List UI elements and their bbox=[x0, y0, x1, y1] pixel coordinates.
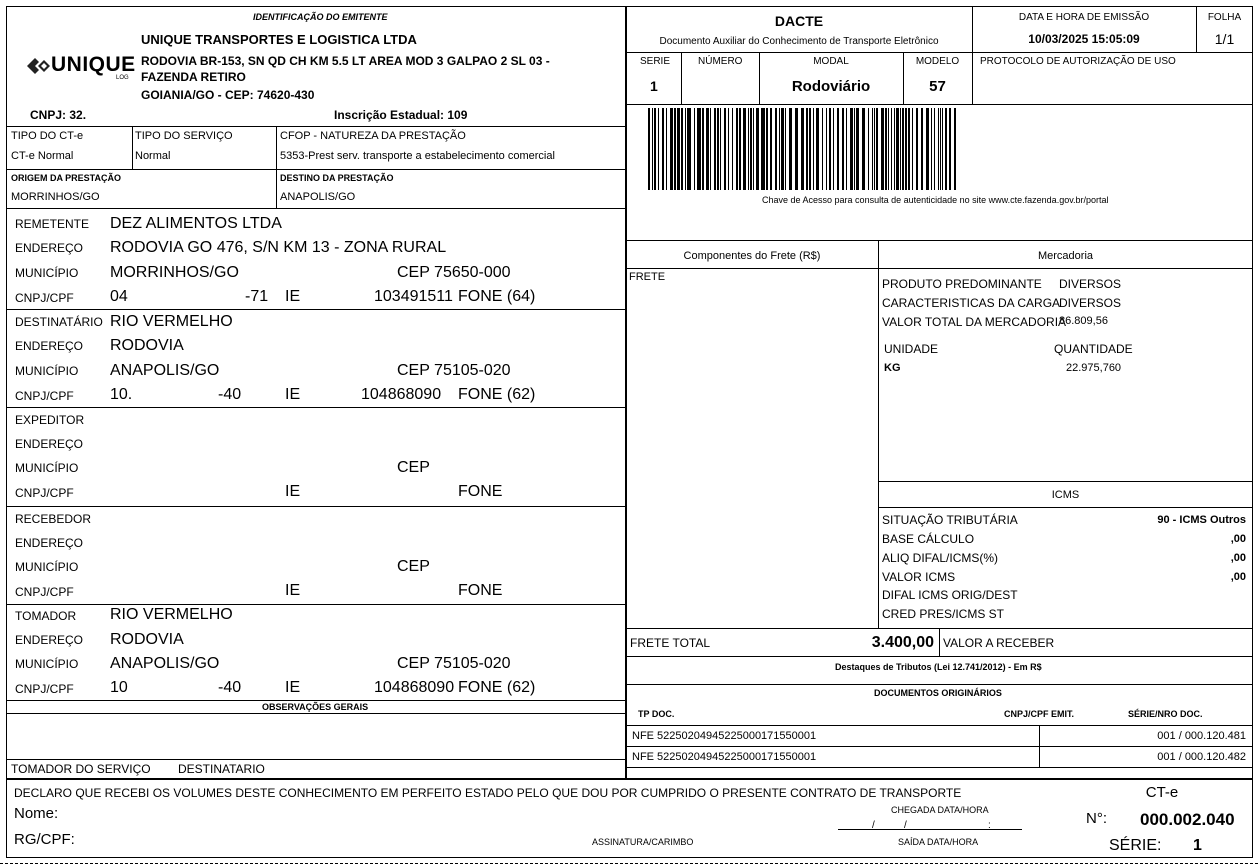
caracteristicas-value: DIVERSOS bbox=[1059, 296, 1122, 310]
barcode-bar bbox=[710, 108, 711, 190]
quantidade-label: QUANTIDADE bbox=[1054, 342, 1133, 356]
tomador-cnpj-start: 10 bbox=[110, 679, 128, 696]
produto-label: PRODUTO PREDOMINANTE bbox=[882, 277, 1042, 291]
barcode-bar bbox=[885, 108, 887, 190]
icms-valor-value: ,00 bbox=[1230, 571, 1246, 583]
barcode-bar bbox=[826, 108, 827, 190]
modelo-label: MODELO bbox=[915, 56, 960, 67]
barcode-bar bbox=[833, 108, 834, 190]
remetente-endereco-label: ENDEREÇO bbox=[15, 241, 84, 255]
unidade-label: UNIDADE bbox=[884, 342, 939, 356]
barcode-bar bbox=[954, 108, 956, 190]
cut-line bbox=[0, 863, 1258, 864]
cfop-value: 5353-Prest serv. transporte a estabelecimento comercial bbox=[280, 150, 555, 162]
expeditor-label: EXPEDITOR bbox=[15, 413, 85, 427]
destinatario-endereco-label: ENDEREÇO bbox=[15, 339, 84, 353]
tomador-servico-value: DESTINATARIO bbox=[178, 762, 265, 776]
icms-aliq-value: ,00 bbox=[1230, 552, 1246, 564]
documentos-title: DOCUMENTOS ORIGINÁRIOS bbox=[874, 688, 1002, 698]
expeditor-endereco-label: ENDEREÇO bbox=[15, 437, 84, 451]
barcode-bar bbox=[785, 108, 786, 190]
quantidade-value: 22.975,760 bbox=[1066, 362, 1122, 374]
barcode-bar bbox=[670, 108, 673, 190]
serie-label: SERIE bbox=[640, 56, 671, 67]
remetente-fone: FONE (64) bbox=[458, 288, 536, 305]
remetente-name: DEZ ALIMENTOS LTDA bbox=[110, 215, 282, 232]
tomador-cnpj-label: CNPJ/CPF bbox=[15, 682, 74, 696]
emitter-address-2: FAZENDA RETIRO bbox=[141, 70, 246, 84]
expeditor-cep-label: CEP bbox=[397, 459, 430, 476]
cfop-label: CFOP - NATUREZA DA PRESTAÇÃO bbox=[280, 130, 466, 142]
barcode-bar bbox=[648, 108, 650, 190]
remetente-cep: CEP 75650-000 bbox=[397, 264, 511, 281]
destinatario-cnpj-end: -40 bbox=[218, 386, 242, 403]
produto-value: DIVERSOS bbox=[1059, 277, 1122, 291]
barcode-bar bbox=[789, 108, 792, 190]
serie-value: 1 bbox=[650, 78, 658, 94]
valor-mercadoria-value: 86.809,56 bbox=[1059, 315, 1108, 327]
barcode-bar bbox=[720, 108, 721, 190]
tomador-fone: FONE (62) bbox=[458, 679, 536, 696]
destinatario-name: RIO VERMELHO bbox=[110, 313, 233, 330]
barcode-bar bbox=[938, 108, 939, 190]
barcode-bar bbox=[896, 108, 899, 190]
barcode-bar bbox=[816, 108, 819, 190]
dacte-subtitle: Documento Auxiliar do Conhecimento de Transporte Eletrônico bbox=[659, 36, 939, 47]
frete-component-1: FRETE bbox=[629, 271, 666, 283]
destaques-tributos: Destaques de Tributos (Lei 12.741/2012) - Em R$ bbox=[835, 662, 1042, 672]
barcode-bar bbox=[748, 108, 749, 190]
tomador-label: TOMADOR bbox=[15, 609, 77, 623]
receipt-serie-label: SÉRIE: bbox=[1109, 837, 1162, 854]
barcode-bar bbox=[753, 108, 754, 190]
barcode-bar bbox=[854, 108, 855, 190]
icms-base-value: ,00 bbox=[1230, 533, 1246, 545]
barcode-bar bbox=[717, 108, 719, 190]
recebedor-cnpj-label: CNPJ/CPF bbox=[15, 585, 74, 599]
chegada-label: CHEGADA DATA/HORA bbox=[891, 805, 989, 815]
barcode-bar bbox=[940, 108, 941, 190]
access-key-barcode bbox=[648, 108, 960, 190]
tipo-cte-label: TIPO DO CT-e bbox=[11, 130, 84, 142]
modal-label: MODAL bbox=[813, 56, 849, 67]
barcode-bar bbox=[652, 108, 653, 190]
company-logo bbox=[24, 53, 136, 81]
access-key-caption: Chave de Acesso para consulta de autenticidade no site www.cte.fazenda.gov.br/portal bbox=[762, 195, 1109, 205]
recebedor-ie-label: IE bbox=[285, 582, 301, 599]
barcode-bar bbox=[846, 108, 847, 190]
barcode-bar bbox=[891, 108, 892, 190]
destinatario-label: DESTINATÁRIO bbox=[15, 315, 103, 329]
emitter-address-3: GOIANIA/GO - CEP: 74620-430 bbox=[141, 88, 315, 102]
valor-mercadoria-label: VALOR TOTAL DA MERCADORIA bbox=[882, 315, 1067, 329]
barcode-bar bbox=[770, 108, 772, 190]
barcode-bar bbox=[801, 108, 804, 190]
origem-value: MORRINHOS/GO bbox=[11, 191, 100, 203]
emitter-cnpj: CNPJ: 32. bbox=[30, 108, 87, 122]
recebedor-fone-label: FONE bbox=[458, 582, 503, 599]
documentos-col-tp: TP DOC. bbox=[638, 709, 675, 719]
barcode-bar bbox=[809, 108, 811, 190]
tipo-cte-value: CT-e Normal bbox=[11, 150, 74, 162]
barcode-bar bbox=[706, 108, 709, 190]
tomador-name: RIO VERMELHO bbox=[110, 606, 233, 623]
icms-situacao-label: SITUAÇÃO TRIBUTÁRIA bbox=[882, 513, 1018, 527]
barcode-bar bbox=[756, 108, 759, 190]
numero-label: NÚMERO bbox=[698, 56, 743, 67]
modelo-value: 57 bbox=[929, 78, 946, 95]
mercadoria-title: Mercadoria bbox=[1037, 250, 1094, 262]
receipt-nome-label: Nome: bbox=[14, 805, 59, 822]
icms-aliq-label: ALIQ DIFAL/ICMS(%) bbox=[882, 551, 999, 565]
remetente-city: MORRINHOS/GO bbox=[110, 264, 239, 281]
remetente-municipio-label: MUNICÍPIO bbox=[15, 266, 79, 280]
logo-subtext: LOG bbox=[116, 75, 129, 81]
frete-total-label: FRETE TOTAL bbox=[630, 636, 711, 650]
barcode-bar bbox=[876, 108, 878, 190]
tomador-endereco-label: ENDEREÇO bbox=[15, 633, 84, 647]
remetente-cnpj-label: CNPJ/CPF bbox=[15, 291, 74, 305]
icms-base-label: BASE CÁLCULO bbox=[882, 532, 975, 546]
logo-mark-icon bbox=[24, 55, 54, 77]
receipt-assinatura-label: ASSINATURA/CARIMBO bbox=[592, 837, 694, 847]
icms-cred-label: CRED PRES/ICMS ST bbox=[882, 607, 1005, 621]
barcode-bar bbox=[674, 108, 676, 190]
remetente-address: RODOVIA GO 476, S/N KM 13 - ZONA RURAL bbox=[110, 239, 447, 256]
barcode-bar bbox=[888, 108, 889, 190]
barcode-bar bbox=[921, 108, 923, 190]
tomador-cnpj-end: -40 bbox=[218, 679, 242, 696]
emitter-ie: Inscrição Estadual: 109 bbox=[334, 108, 468, 122]
expeditor-fone-label: FONE bbox=[458, 483, 503, 500]
chegada-colon: : bbox=[988, 820, 991, 831]
barcode-bar bbox=[681, 108, 683, 190]
barcode-bar bbox=[829, 108, 831, 190]
barcode-bar bbox=[728, 108, 729, 190]
recebedor-cep-label: CEP bbox=[397, 558, 430, 575]
barcode-bar bbox=[736, 108, 738, 190]
remetente-ie: 103491511 bbox=[374, 288, 453, 305]
destino-value: ANAPOLIS/GO bbox=[280, 191, 356, 203]
recebedor-label: RECEBEDOR bbox=[15, 512, 92, 526]
tomador-ie-label: IE bbox=[285, 679, 301, 696]
saida-label: SAÍDA DATA/HORA bbox=[898, 837, 979, 847]
destinatario-address: RODOVIA bbox=[110, 337, 184, 354]
barcode-bar bbox=[662, 108, 664, 190]
tomador-city: ANAPOLIS/GO bbox=[110, 655, 220, 672]
barcode-bar bbox=[945, 108, 947, 190]
chegada-slash-1: / bbox=[872, 820, 875, 831]
dacte-title: DACTE bbox=[774, 13, 824, 29]
barcode-bar bbox=[694, 108, 695, 190]
barcode-bar bbox=[779, 108, 780, 190]
destinatario-cnpj-start: 10. bbox=[110, 386, 133, 403]
remetente-ie-label: IE bbox=[285, 288, 301, 305]
barcode-bar bbox=[739, 108, 741, 190]
modal-value: Rodoviário bbox=[791, 78, 871, 95]
tomador-servico-label: TOMADOR DO SERVIÇO bbox=[11, 762, 151, 776]
icms-title: ICMS bbox=[1051, 489, 1080, 501]
unidade-value: KG bbox=[884, 362, 901, 374]
barcode-bar bbox=[842, 108, 844, 190]
receipt-declaration: DECLARO QUE RECEBI OS VOLUMES DESTE CONHECIMENTO EM PERFEITO ESTADO PELO QUE DOU POR CUMPRIDO O PRESENTE CONTRATO DE TRANSPORTE bbox=[14, 786, 962, 800]
documentos-col-cnpj: CNPJ/CPF EMIT. bbox=[1004, 709, 1075, 719]
tipo-servico-label: TIPO DO SERVIÇO bbox=[135, 130, 233, 142]
receipt-serie-value: 1 bbox=[1193, 837, 1202, 854]
barcode-bar bbox=[714, 108, 716, 190]
barcode-bar bbox=[654, 108, 656, 190]
emitter-address-1: RODOVIA BR-153, SN QD CH KM 5.5 LT AREA MOD 3 GALPAO 2 SL 03 - bbox=[141, 54, 550, 68]
barcode-bar bbox=[900, 108, 901, 190]
destino-label: DESTINO DA PRESTAÇÃO bbox=[280, 173, 394, 183]
tomador-address: RODOVIA bbox=[110, 631, 184, 648]
barcode-bar bbox=[902, 108, 904, 190]
folha-value: 1/1 bbox=[1214, 31, 1235, 47]
barcode-bar bbox=[775, 108, 777, 190]
receipt-numero-label: N°: bbox=[1086, 810, 1107, 827]
barcode-bar bbox=[813, 108, 814, 190]
emission-value: 10/03/2025 15:05:09 bbox=[1028, 32, 1140, 46]
expeditor-ie-label: IE bbox=[285, 483, 301, 500]
remetente-cnpj-start: 04 bbox=[110, 288, 128, 305]
barcode-bar bbox=[912, 108, 913, 190]
barcode-bar bbox=[881, 108, 884, 190]
documento-row-2-doc: NFE 52250204945225000171550001 bbox=[632, 751, 817, 763]
remetente-cnpj-end: -71 bbox=[245, 288, 269, 305]
logo-text: UNIQUE bbox=[51, 53, 136, 76]
caracteristicas-label: CARACTERISTICAS DA CARGA bbox=[882, 296, 1061, 310]
tomador-municipio-label: MUNICÍPIO bbox=[15, 657, 79, 671]
receipt-cte-label: CT-e bbox=[1145, 784, 1179, 801]
barcode-bar bbox=[949, 108, 951, 190]
barcode-bar bbox=[687, 108, 691, 190]
barcode-bar bbox=[934, 108, 935, 190]
barcode-bar bbox=[750, 108, 752, 190]
barcode-bar bbox=[894, 108, 895, 190]
icms-difal-label: DIFAL ICMS ORIG/DEST bbox=[882, 588, 1018, 602]
barcode-bar bbox=[916, 108, 918, 190]
barcode-bar bbox=[850, 108, 853, 190]
barcode-bar bbox=[666, 108, 667, 190]
barcode-bar bbox=[761, 108, 765, 190]
frete-components-title: Componentes do Frete (R$) bbox=[683, 250, 821, 262]
receipt-numero-value: 000.002.040 bbox=[1140, 810, 1235, 829]
barcode-bar bbox=[822, 108, 823, 190]
barcode-bar bbox=[868, 108, 869, 190]
barcode-bar bbox=[837, 108, 839, 190]
destinatario-municipio-label: MUNICÍPIO bbox=[15, 364, 79, 378]
folha-label: FOLHA bbox=[1207, 12, 1242, 23]
expeditor-cnpj-label: CNPJ/CPF bbox=[15, 486, 74, 500]
barcode-bar bbox=[862, 108, 865, 190]
icms-situacao-value: 90 - ICMS Outros bbox=[1157, 514, 1246, 526]
protocol-label: PROTOCOLO DE AUTORIZAÇÃO DE USO bbox=[980, 56, 1176, 67]
emitter-name: UNIQUE TRANSPORTES E LOGISTICA LTDA bbox=[141, 32, 417, 47]
barcode-bar bbox=[724, 108, 726, 190]
barcode-bar bbox=[931, 108, 932, 190]
frete-total-value: 3.400,00 bbox=[871, 634, 934, 651]
documento-row-1-serie: 001 / 000.120.481 bbox=[1157, 730, 1246, 742]
barcode-bar bbox=[905, 108, 907, 190]
barcode-bar bbox=[766, 108, 768, 190]
documento-row-2-serie: 001 / 000.120.482 bbox=[1157, 751, 1246, 763]
barcode-bar bbox=[942, 108, 943, 190]
barcode-bar bbox=[795, 108, 798, 190]
barcode-bar bbox=[732, 108, 733, 190]
barcode-bar bbox=[658, 108, 659, 190]
barcode-bar bbox=[685, 108, 686, 190]
barcode-bar bbox=[856, 108, 859, 190]
observacoes-title: OBSERVAÇÕES GERAIS bbox=[262, 702, 369, 712]
remetente-label: REMETENTE bbox=[15, 217, 90, 231]
barcode-bar bbox=[781, 108, 784, 190]
destinatario-city: ANAPOLIS/GO bbox=[110, 362, 220, 379]
chegada-slash-2: / bbox=[904, 820, 907, 831]
destinatario-ie-label: IE bbox=[285, 386, 301, 403]
expeditor-municipio-label: MUNICÍPIO bbox=[15, 461, 79, 475]
documento-row-1-doc: NFE 52250204945225000171550001 bbox=[632, 730, 817, 742]
barcode-bar bbox=[806, 108, 808, 190]
destinatario-cep: CEP 75105-020 bbox=[397, 362, 511, 379]
emitter-section-title: IDENTIFICAÇÃO DO EMITENTE bbox=[253, 12, 388, 22]
recebedor-municipio-label: MUNICÍPIO bbox=[15, 560, 79, 574]
tipo-servico-value: Normal bbox=[135, 150, 171, 162]
barcode-bar bbox=[743, 108, 746, 190]
barcode-bar bbox=[926, 108, 929, 190]
documentos-col-serie: SÉRIE/NRO DOC. bbox=[1128, 709, 1203, 719]
tomador-ie: 104868090 bbox=[374, 679, 455, 696]
barcode-bar bbox=[677, 108, 680, 190]
emission-label: DATA E HORA DE EMISSÃO bbox=[1018, 12, 1150, 23]
icms-valor-label: VALOR ICMS bbox=[882, 570, 956, 584]
destinatario-fone: FONE (62) bbox=[458, 386, 536, 403]
barcode-bar bbox=[908, 108, 910, 190]
origem-label: ORIGEM DA PRESTAÇÃO bbox=[11, 173, 122, 183]
barcode-bar bbox=[874, 108, 875, 190]
valor-receber-label: VALOR A RECEBER bbox=[943, 636, 1055, 650]
destinatario-cnpj-label: CNPJ/CPF bbox=[15, 389, 74, 403]
receipt-rg-label: RG/CPF: bbox=[14, 831, 75, 848]
recebedor-endereco-label: ENDEREÇO bbox=[15, 536, 84, 550]
tomador-cep: CEP 75105-020 bbox=[397, 655, 511, 672]
barcode-bar bbox=[697, 108, 701, 190]
barcode-bar bbox=[872, 108, 873, 190]
chegada-date-line bbox=[838, 829, 1022, 830]
destinatario-ie: 104868090 bbox=[361, 386, 442, 403]
barcode-bar bbox=[702, 108, 704, 190]
